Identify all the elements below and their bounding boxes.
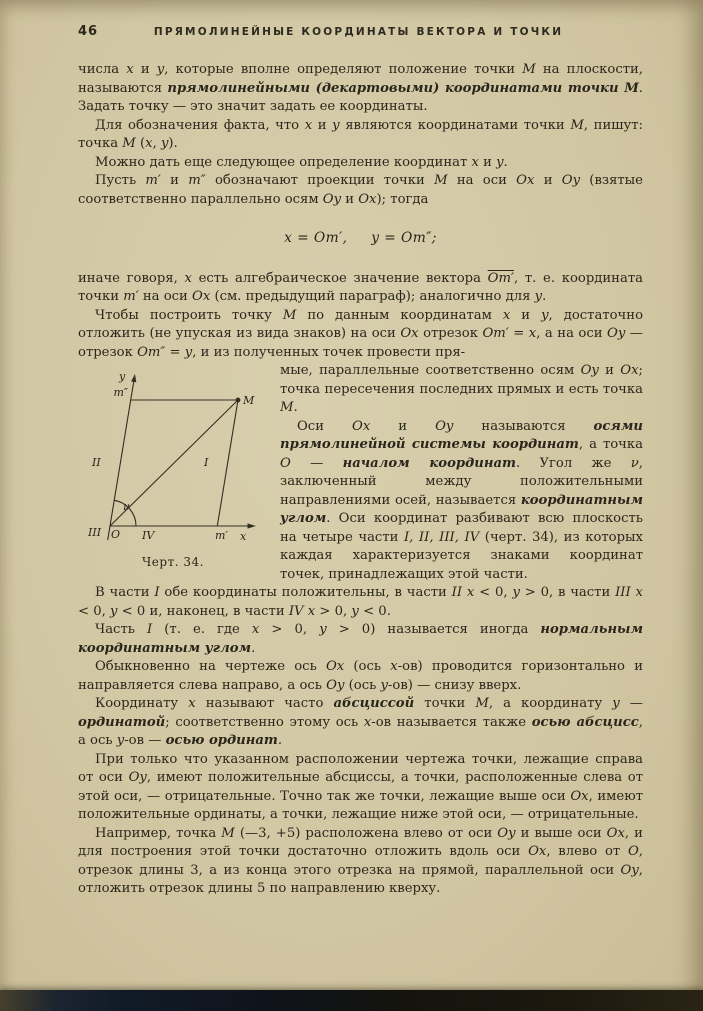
paragraph: мые, параллельные соответственно осям Oy и Ox; точка пересечения последних прямых и есть точка M. [280,363,643,415]
paragraph: Пусть m′ и m″ обозначают проекции точки M на оси Ox и Oy (взятые соответственно параллельно осям Oy и Ox); тогда [78,173,643,207]
label-point-m2: m″ [113,386,128,399]
paragraph-group-top [78,61,643,209]
label-quadrant-3: III [88,526,102,539]
paragraph: Можно дать еще следующее определение координат x и y. [95,154,508,170]
paragraph: Координату x называют часто абсциссой точки M, а координату y — ординатой; соответственно этому ось x-ов называется также осью абсцисс, а ось y-ов — осью ординат. [78,696,643,748]
paragraph: В части I обе координаты положительны, в части II x < 0, y > 0, в части III x < 0, y < 0 и, наконец, в части IV x > 0, y < 0. [78,585,643,619]
text-column [78,61,643,899]
paragraph: Например, точка M (—3, +5) расположена влево от оси Oy и выше оси Ox, и для построения этой точки достаточно отложить вдоль оси Ox, влево от O, отрезок длины 3, а из конца этого отрезка на прямой, параллельной оси Oy, отложить отрезок длины 5 по направлению кверху. [78,825,643,896]
figure-chert-34 [80,368,266,572]
label-x-axis: x [240,530,247,543]
paragraph: Обыкновенно на чертеже ось Ox (ось x-ов) проводится горизонтально и направляется слева направо, а ось Oy (ось y-ов) — снизу вверх. [78,659,643,693]
label-quadrant-1: I [204,456,209,469]
label-point-m1: m′ [215,529,228,542]
diagram-labels [88,370,255,543]
scan-bottom-edge [0,990,703,1011]
coordinate-diagram [88,368,258,548]
paragraph: Для обозначения факта, что x и y являются координатами точки M, пишут: точка M (x, y). [78,117,643,151]
label-angle-nu: ν [123,500,130,513]
label-quadrant-2: II [92,456,101,469]
page-number: 46 [78,24,99,39]
formula: x = Om′, y = Om″; [284,230,437,246]
diagram-lines [108,374,256,540]
point-M-dot [236,398,241,403]
paragraph: иначе говоря, x есть алгебраическое значение вектора Om′, т. е. координата точки m′ на оси Ox (см. предыдущий параграф); аналогично для y. [78,270,643,304]
label-y-axis: y [119,370,126,383]
label-origin: O [111,528,121,541]
running-title: ПРЯМОЛИНЕЙНЫЕ КООРДИНАТЫ ВЕКТОРА И ТОЧКИ [153,26,564,38]
paragraph: числа x и y, которые вполне определяют положение точки M на плоскости, называются прямолинейными (декартовыми) координатами точки М. Задать точку — это значит задать ее координаты. [78,62,644,114]
page-header [78,24,643,39]
label-point-M: M [243,394,255,407]
figure-caption: Черт. 34. [142,555,204,569]
paragraph: Часть I (т. е. где x > 0, y > 0) называется иногда нормальным координатным углом. [78,622,644,656]
paragraph: При только что указанном расположении чертежа точки, лежащие справа от оси Oy, имеют положительные абсциссы, а точки, расположенные слева от этой оси, — отрицательные. Точно так же точки, лежащие выше оси Ox, имеют положительные ординаты, а точки, лежащие ниже этой оси, — отрицательные. [78,751,644,822]
paragraph: Чтобы построить точку M по данным координатам x и y, достаточно отложить (не упуская из вида знаков) на оси Ox отрезок Om′ = x, а на оси Oy — отрезок Om″ = y, и из полученных точек провести пря- [78,307,644,360]
label-quadrant-4: IV [142,529,155,542]
paragraph-group-mid [78,270,643,363]
paragraph: Оси Ox и Oy называются осями прямолинейной системы координат, а точка O — началом координат. Угол же ν, заключенный между положительными направлениями осей, называется координатным углом. Оси координат разбивают всю плоскость на четыре части I, II, III, IV (черт. 34), из которых каждая характеризуется знаками координат точек, принадлежащих этой части. [280,418,643,582]
